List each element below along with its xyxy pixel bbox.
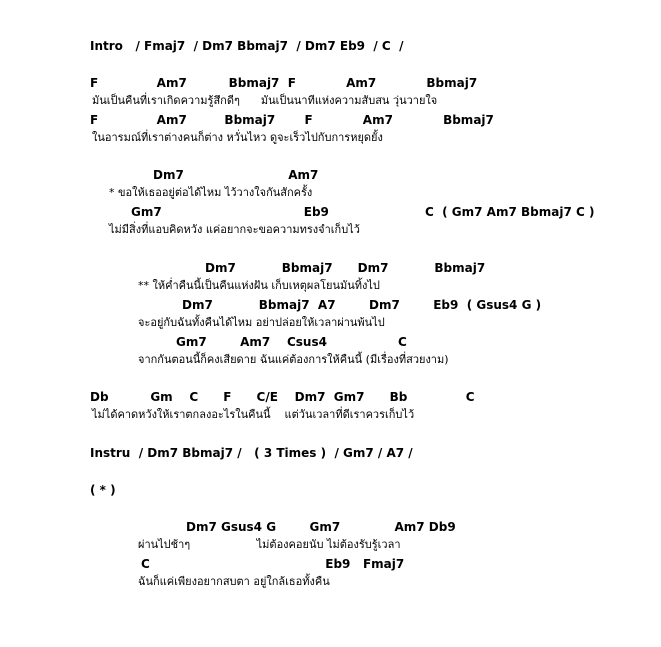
outro-chords-1: Dm7 Gsus4 G Gm7 Am7 Db9 (186, 520, 456, 534)
outro-lyric-1: ผ่านไปช้าๆ ไม่ต้องคอยนับ ไม่ต้องรับรู้เวลา (138, 538, 401, 551)
chorus-chords-3: Gm7 Am7 Csus4 C (176, 335, 407, 349)
verse-lyric-1: มันเป็นคืนที่เราเกิดความรู้สึกดีๆ มันเป็นนาทีแห่งความสับสน วุ่นวายใจ (92, 94, 438, 107)
chorus-chords-2: Dm7 Bbmaj7 A7 Dm7 Eb9 ( Gsus4 G ) (182, 298, 542, 312)
chorus-lyric-3: จากกันตอนนี้ก็คงเสียดาย ฉันแค่ต้องการให้คืนนี้ (มีเรื่องที่สวยงาม) (138, 353, 449, 366)
chorus-lyric-1: ** ให้ค่ำคืนนี้เป็นคืนแห่งฝัน เก็บเหตุผลโยนมันทิ้งไป (138, 279, 380, 292)
repeat-marker: ( * ) (90, 483, 116, 497)
bridge-lyric-1: ไม่ได้คาดหวังให้เราตกลงอะไรในคืนนี้ แต่วันเวลาที่ดีเราควรเก็บไว้ (92, 408, 415, 421)
intro-line: Intro / Fmaj7 / Dm7 Bbmaj7 / Dm7 Eb9 / C / (90, 39, 404, 53)
chorus-chords-1: Dm7 Bbmaj7 Dm7 Bbmaj7 (205, 261, 486, 275)
verse-lyric-2: ในอารมณ์ที่เราต่างคนก็ต่าง หวั่นไหว ดูจะเร็วไปกับการหยุดยั้ง (92, 131, 383, 144)
outro-chords-2: C Eb9 Fmaj7 (141, 557, 405, 571)
prechorus-chords-1: Dm7 Am7 (153, 168, 319, 182)
chorus-lyric-2: จะอยู่กับฉันทั้งคืนได้ไหม อย่าปล่อยให้เวลาผ่านพ้นไป (138, 316, 385, 329)
outro-lyric-2: ฉันก็แค่เพียงอยากสบตา อยู่ใกล้เธอทั้งคืน (138, 575, 330, 588)
instru-line: Instru / Dm7 Bbmaj7 / ( 3 Times ) / Gm7 / A7 / (90, 446, 413, 460)
prechorus-lyric-2: ไม่มีสิ่งที่แอบคิดหวัง แค่อยากจะขอความทรงจำเก็บไว้ (109, 223, 360, 236)
prechorus-lyric-1: * ขอให้เธออยู่ต่อได้ไหม ไว้วางใจกันสักครั้ง (109, 186, 313, 199)
prechorus-chords-2: Gm7 Eb9 C ( Gm7 Am7 Bbmaj7 C ) (131, 205, 595, 219)
bridge-chords-1: Db Gm C F C/E Dm7 Gm7 Bb C (90, 390, 475, 404)
verse-chords-2: F Am7 Bbmaj7 F Am7 Bbmaj7 (90, 113, 494, 127)
verse-chords-1: F Am7 Bbmaj7 F Am7 Bbmaj7 (90, 76, 478, 90)
